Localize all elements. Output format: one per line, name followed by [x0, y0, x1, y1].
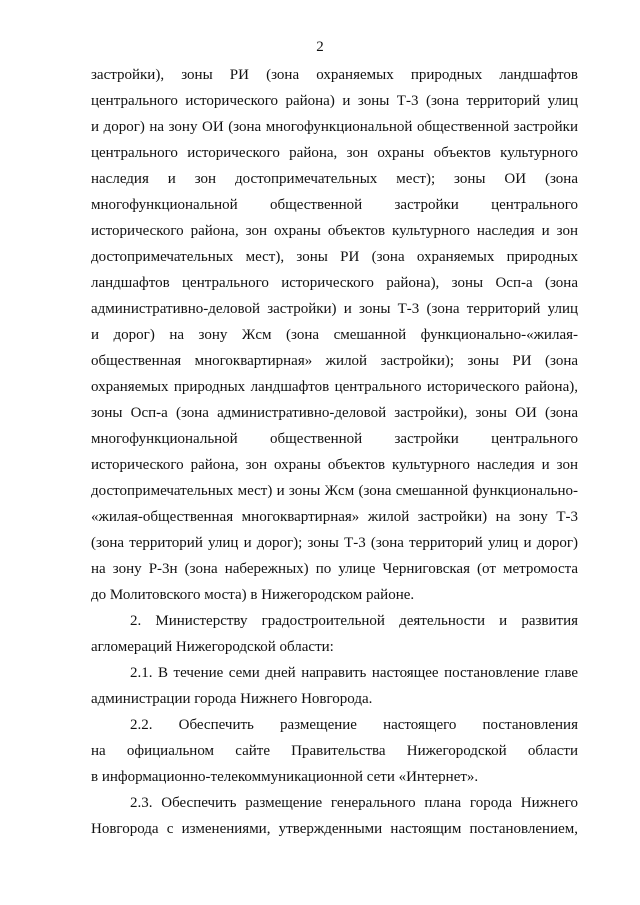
text-line: центрального исторического района) и зоны Т-3 (зона территорий улиц	[91, 93, 578, 109]
text-line: охраняемых природных ландшафтов центрального исторического района),	[91, 379, 578, 395]
text-line: центрального исторического района, зон охраны объектов культурного	[91, 145, 578, 161]
page-number: 2	[316, 39, 324, 55]
paragraph-end-line: до Молитовского моста) в Нижегородском районе.	[91, 587, 415, 603]
paragraph-end-line: агломераций Нижегородской области:	[91, 639, 334, 655]
text-line: на официальном сайте Правительства Нижегородской области	[91, 743, 578, 759]
text-line: Новгорода с изменениями, утвержденными настоящим постановлением,	[91, 821, 578, 837]
text-line: исторического района, зон охраны объектов культурного наследия и зон	[91, 223, 578, 239]
text-line: и дорог) на зону Жсм (зона смешанной функционально-«жилая-	[91, 327, 578, 343]
text-line: на зону Р-3н (зона набережных) по улице Черниговская (от метромоста	[91, 561, 578, 577]
paragraph-first-line: 2.1. В течение семи дней направить настоящее постановление главе	[130, 665, 578, 681]
text-line: многофункциональной общественной застройки центрального	[91, 431, 578, 447]
paragraph-end-line: администрации города Нижнего Новгорода.	[91, 691, 373, 707]
text-line: и дорог) на зону ОИ (зона многофункциональной общественной застройки	[91, 119, 578, 135]
text-line: многофункциональной общественной застройки центрального	[91, 197, 578, 213]
text-line: исторического района, зон охраны объектов культурного наследия и зон	[91, 457, 578, 473]
paragraph-first-line: 2. Министерству градостроительной деятельности и развития	[130, 613, 578, 629]
document-body	[91, 62, 578, 842]
text-line: ландшафтов центрального исторического района), зоны Осп-а (зона	[91, 275, 578, 291]
text-line: «жилая-общественная многоквартирная» жилой застройки) на зону Т-3	[91, 509, 578, 525]
text-line: достопримечательных мест) и зоны Жсм (зона смешанной функционально-	[91, 483, 578, 499]
text-line: достопримечательных мест), зоны РИ (зона охраняемых природных	[91, 249, 578, 265]
text-line: наследия и зон достопримечательных мест); зоны ОИ (зона	[91, 171, 578, 187]
text-line: административно-деловой застройки) и зоны Т-3 (зона территорий улиц	[91, 301, 578, 317]
paragraph-first-line: 2.3. Обеспечить размещение генерального плана города Нижнего	[130, 795, 578, 811]
paragraph-end-line: в информационно-телекоммуникационной сети «Интернет».	[91, 769, 479, 785]
text-line: застройки), зоны РИ (зона охраняемых природных ландшафтов	[91, 67, 578, 83]
text-line: (зона территорий улиц и дорог); зоны Т-3 (зона территорий улиц и дорог)	[91, 535, 578, 551]
text-line: общественная многоквартирная» жилой застройки); зоны РИ (зона	[91, 353, 578, 369]
paragraph-first-line: 2.2. Обеспечить размещение настоящего постановления	[130, 717, 578, 733]
text-line: зоны Осп-а (зона административно-деловой застройки), зоны ОИ (зона	[91, 405, 578, 421]
